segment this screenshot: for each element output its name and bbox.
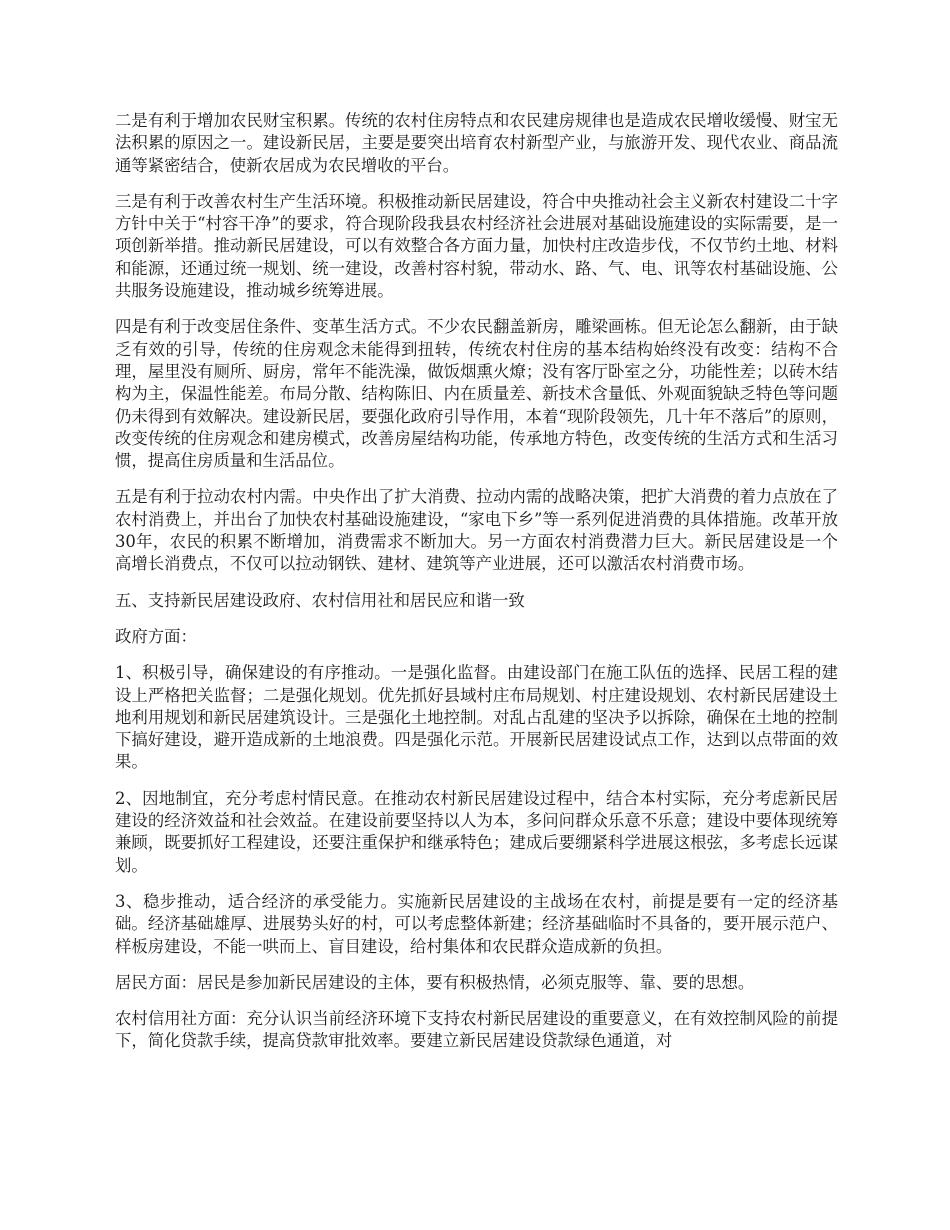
list-item-guidance: 1、积极引导，确保建设的有序推动。一是强化监督。由建设部门在施工队伍的选择、民居工程的建设上严格把关监督；二是强化规划。优先抓好县域村庄布局规划、村庄建设规划、农村新民居建设土地利用规划和新民居建筑设计。三是强化土地控制。对乱占乱建的坚决予以拆除，确保在土地的控制下搞好建设，避开造成新的土地浪费。四是强化示范。开展新民居建设试点工作，达到以点带面的效果。: [115, 663, 838, 772]
paragraph-improve-environment: 三是有利于改善农村生产生活环境。积极推动新民居建设，符合中央推动社会主义新农村建设二十字方针中关于“村容干净”的要求，符合现阶段我县农村经济社会进展对基础设施建设的实际需要，是一项创新举措。推动新民居建设，可以有效整合各方面力量，加快村庄改造步伐，不仅节约土地、材料和能源，还通过统一规划、统一建设，改善村容村貌，带动水、路、气、电、讯等农村基础设施、公共服务设施建设，推动城乡统筹进展。: [115, 191, 838, 301]
section-heading-support: 五、支持新民居建设政府、农村信用社和居民应和谐一致: [115, 590, 525, 610]
paragraph-living-conditions: 四是有利于改变居住条件、变革生活方式。不少农民翻盖新房，雕梁画栋。但无论怎么翻新，由于缺乏有效的引导，传统的住房观念未能得到扭转，传统农村住房的基本结构始终没有改变：结构不合理，屋里没有厕所、厨房，常年不能洗澡，做饭烟熏火燎；没有客厅卧室之分，功能性差；以砖木结构为主，保温性能差。布局分散、结构陈旧、内在质量差、新技术含量低、外观面貌缺乏特色等问题仍未得到有效解决。建设新民居，要强化政府引导作用，本着“现阶段领先，几十年不落后”的原则，改变传统的住房观念和建房模式，改善房屋结构功能，传承地方特色，改变传统的生活方式和生活习惯，提高住房质量和生活品位。: [115, 317, 838, 471]
paragraph-increase-wealth: 二是有利于增加农民财宝积累。传统的农村住房特点和农民建房规律也是造成农民增收缓慢、财宝无法积累的原因之一。建设新民居，主要是要突出培育农村新型产业，与旅游开发、现代农业、商品流通等紧密结合，使新农居成为农民增收的平台。: [115, 111, 838, 175]
list-item-local-conditions: 2、因地制宜，充分考虑村情民意。在推动农村新民居建设过程中，结合本村实际，充分考虑新民居建设的经济效益和社会效益。在建设前要坚持以人为本，多问问群众乐意不乐意；建设中要体现统筹兼顾，既要抓好工程建设，还要注重保护和继承特色；建成后要绷紧科学进展这根弦，多考虑长远谋划。: [115, 788, 838, 875]
paragraph-credit-cooperative: 农村信用社方面：充分认识当前经济环境下支持农村新民居建设的重要意义，在有效控制风险的前提下，简化贷款手续，提高贷款审批效率。要建立新民居建设贷款绿色通道，对: [115, 1009, 838, 1051]
subheading-government: 政府方面：: [115, 626, 197, 646]
document-body: [115, 110, 838, 1067]
paragraph-domestic-demand: 五是有利于拉动农村内需。中央作出了扩大消费、拉动内需的战略决策，把扩大消费的着力点放在了农村消费上，并出台了加快农村基础设施建设，“家电下乡”等一系列促进消费的具体措施。改革开放30年，农民的积累不断增加，消费需求不断加大。另一方面农村消费潜力巨大。新民居建设是一个高增长消费点，不仅可以拉动钢铁、建材、建筑等产业进展，还可以激活农村消费市场。: [115, 487, 838, 574]
list-item-steady-progress: 3、稳步推动，适合经济的承受能力。实施新民居建设的主战场在农村，前提是要有一定的经济基础。经济基础雄厚、进展势头好的村，可以考虑整体新建；经济基础临时不具备的，要开展示范户、样板房建设，不能一哄而上、盲目建设，给村集体和农民群众造成新的负担。: [115, 891, 838, 956]
paragraph-residents: 居民方面：居民是参加新民居建设的主体，要有积极热情，必须克服等、靠、要的思想。: [115, 972, 755, 992]
